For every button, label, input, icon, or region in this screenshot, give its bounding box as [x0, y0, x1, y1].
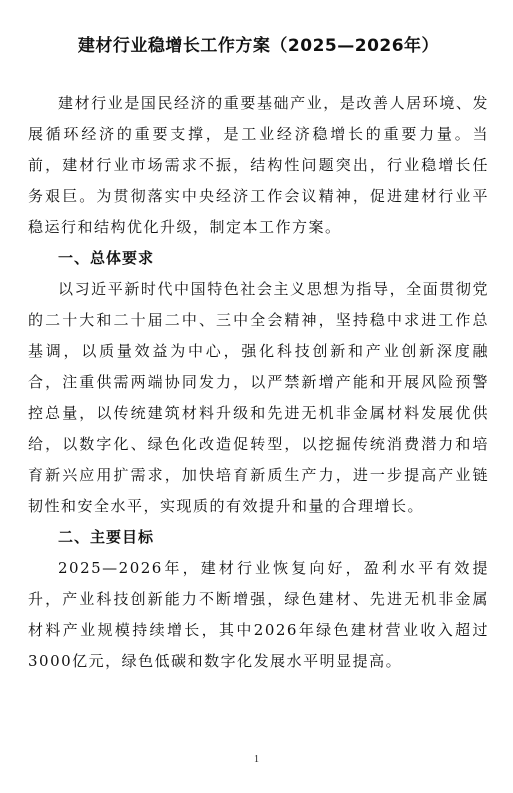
intro-paragraph: 建材行业是国民经济的重要基础产业，是改善人居环境、发展循环经济的重要支撑，是工业经济稳增长的重要力量。当前，建材行业市场需求不振，结构性问题突出，行业稳增长任务艰巨。为贯彻落实中央经济工作会议精神，促进建材行业平稳运行和结构优化升级，制定本工作方案。	[28, 94, 489, 236]
general-requirements-paragraph: 以习近平新时代中国特色社会主义思想为指导，全面贯彻党的二十大和二十届二中、三中全会精神，坚持稳中求进工作总基调，以质量效益为中心，强化科技创新和产业创新深度融合，注重供需两端协同发力，以严禁新增产能和开展风险预警控总量，以传统建筑材料升级和先进无机非金属材料发展优供给，以数字化、绿色化改造促转型，以挖掘传统消费潜力和培育新兴应用扩需求，加快培育新质生产力，进一步提高产业链韧性和安全水平，实现质的有效提升和量的合理增长。	[28, 280, 489, 515]
section-heading-general-requirements: 一、总体要求	[58, 249, 155, 267]
document-title: 建材行业稳增长工作方案（2025—2026年）	[77, 36, 440, 56]
page-number: 1	[254, 754, 259, 765]
section-heading-main-goals: 二、主要目标	[58, 528, 155, 546]
main-goals-paragraph: 2025—2026年，建材行业恢复向好，盈利水平有效提升，产业科技创新能力不断增强，绿色建材、先进无机非金属材料产业规模持续增长，其中2026年绿色建材营业收入超过3000亿元，绿色低碳和数字化发展水平明显提高。	[28, 559, 489, 670]
